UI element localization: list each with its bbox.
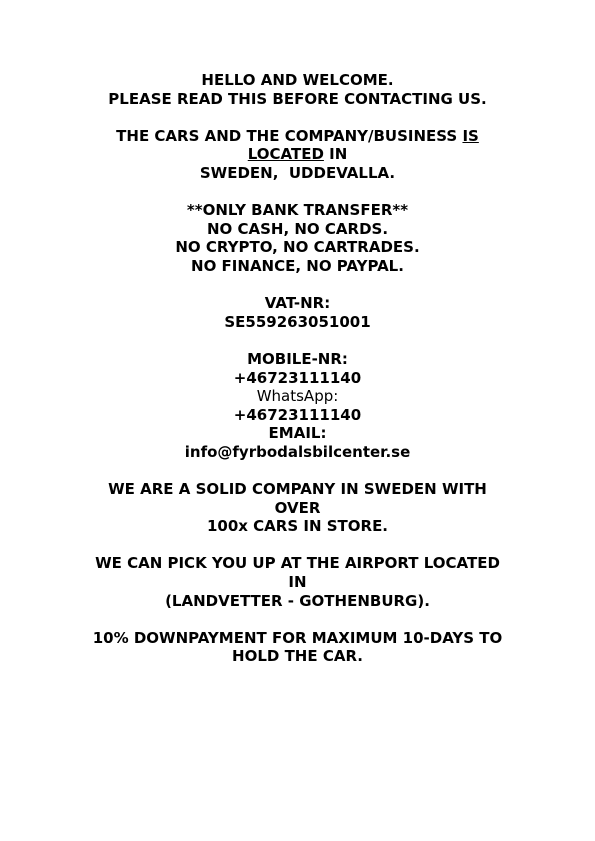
location-place: SWEDEN, UDDEVALLA.	[199, 163, 396, 182]
company-line: OVER	[274, 498, 321, 517]
payment-line: NO CASH, NO CARDS.	[206, 219, 389, 238]
company-block	[0, 480, 595, 536]
location-line	[0, 127, 595, 146]
pickup-block	[0, 554, 595, 610]
company-line: 100x CARS IN STORE.	[206, 517, 389, 536]
email-label: EMAIL:	[268, 424, 327, 443]
vat-label: VAT-NR:	[264, 294, 331, 313]
location-block	[0, 127, 595, 183]
location-located-underlined: LOCATED	[247, 145, 324, 164]
whatsapp-number[interactable]: +46723111140	[233, 405, 362, 424]
location-line	[0, 145, 595, 164]
location-is-underlined: IS	[462, 126, 479, 145]
company-line: WE ARE A SOLID COMPANY IN SWEDEN WITH	[108, 480, 487, 499]
downpayment-line: HOLD THE CAR.	[232, 647, 363, 666]
intro-block	[0, 71, 595, 108]
notice-body	[0, 71, 595, 685]
intro-line: PLEASE READ THIS BEFORE CONTACTING US.	[108, 89, 487, 108]
payment-line: NO FINANCE, NO PAYPAL.	[191, 256, 404, 275]
pickup-line: (LANDVETTER - GOTHENBURG).	[165, 591, 430, 610]
mobile-number[interactable]: +46723111140	[233, 368, 362, 387]
location-text: THE CARS AND THE COMPANY/BUSINESS	[116, 126, 463, 145]
pickup-line: WE CAN PICK YOU UP AT THE AIRPORT LOCATED	[95, 554, 500, 573]
mobile-label: MOBILE-NR:	[247, 349, 348, 368]
whatsapp-label: WhatsApp:	[256, 387, 339, 406]
payment-line: **ONLY BANK TRANSFER**	[186, 201, 409, 220]
payment-block	[0, 201, 595, 275]
email-address[interactable]: info@fyrbodalsbilcenter.se	[184, 442, 411, 461]
pickup-line: IN	[288, 573, 307, 592]
vat-value: SE559263051001	[224, 312, 371, 331]
location-text: IN	[323, 145, 348, 164]
vat-block	[0, 294, 595, 331]
payment-line: NO CRYPTO, NO CARTRADES.	[175, 238, 420, 257]
contact-block	[0, 350, 595, 462]
downpayment-block	[0, 629, 595, 666]
downpayment-line: 10% DOWNPAYMENT FOR MAXIMUM 10-DAYS TO	[92, 628, 503, 647]
intro-line: HELLO AND WELCOME.	[201, 71, 394, 89]
